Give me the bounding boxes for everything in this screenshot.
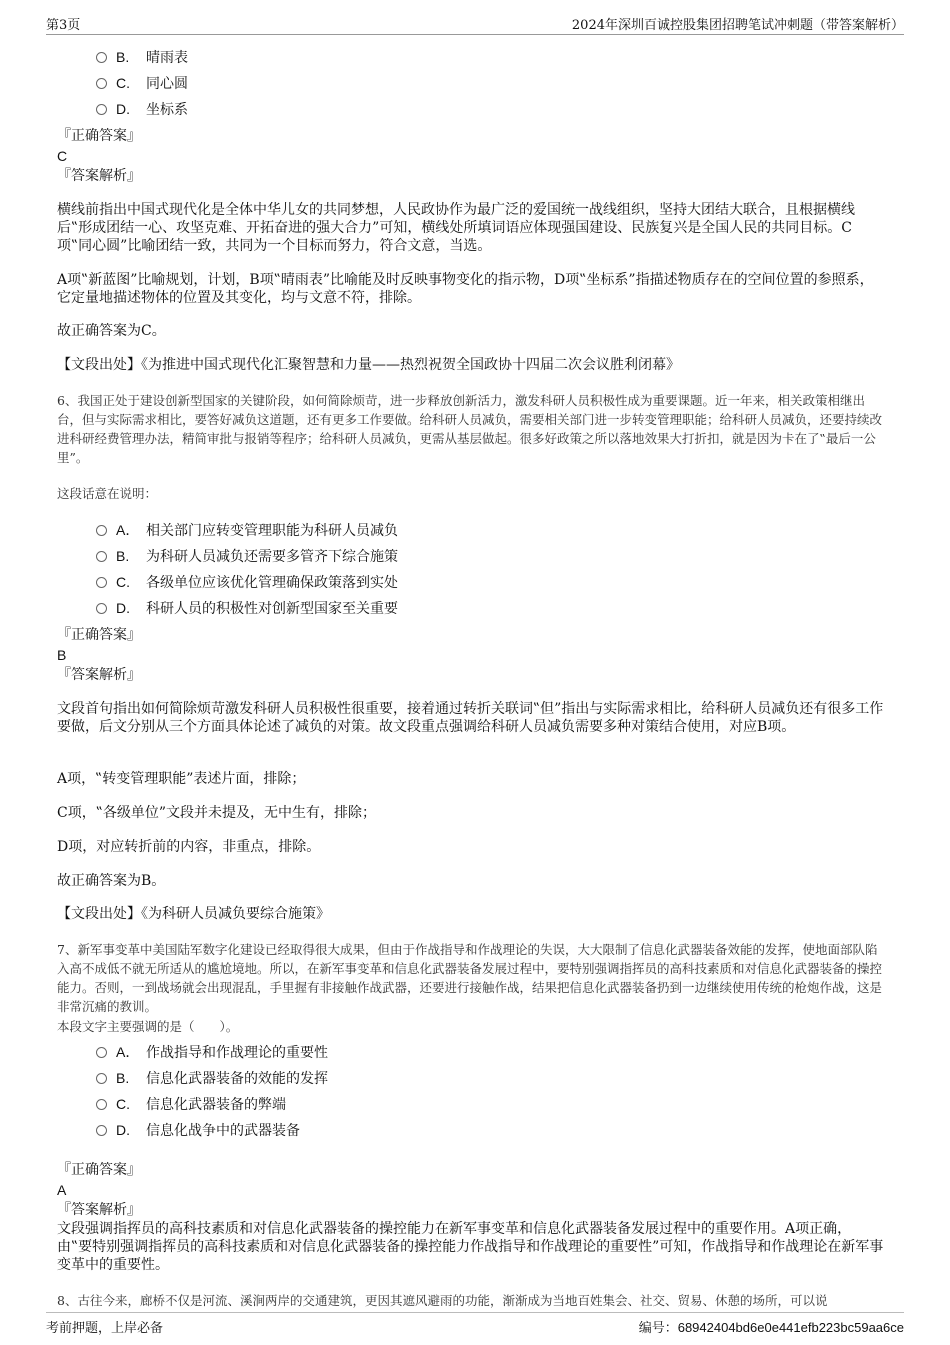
radio-icon[interactable] (96, 577, 107, 588)
q7-analysis-p1: 文段强调指挥员的高科技素质和对信息化武器装备的操控能力在新军事变革和信息化武器装备发展过程中的重要作用。A项正确，由‟要特别强调指挥员的高科技素质和对信息化武器装备的操控能力作战指导和作战理论的重要性”可知，作战指导和作战理论在新军事变革中的重要性。 (57, 1221, 884, 1273)
q5-source: 【文段出处】《为推进中国式现代化汇聚智慧和力量——热烈祝贺全国政协十四届二次会议胜利闭幕》 (57, 357, 680, 373)
q5-answer-label: 『正确答案』 (57, 128, 141, 144)
q7-option-b[interactable]: B. 信息化武器装备的效能的发挥 (96, 1069, 328, 1088)
q6-analysis-p2: A项，‟转变管理职能”表述片面，排除； (57, 771, 306, 787)
q7-option-c[interactable]: C. 信息化武器装备的弊端 (96, 1095, 286, 1114)
footer-code: 68942404bd6e0e441efb223bc59aa6ce (677, 1320, 904, 1335)
q5-analysis-p2: A项‟新蓝图”比喻规划，计划，B项‟晴雨表”比喻能及时反映事物变化的指示物，D项‟坐标系”指描述物质存在的空间位置的参照系，它定量地描述物体的位置及其变化，均与文意不符，排除。 (57, 272, 874, 306)
document-title: 2024年深圳百诚控股集团招聘笔试冲刺题（带答案解析） (571, 18, 904, 33)
radio-icon[interactable] (96, 1073, 107, 1084)
q6-question: 这段话意在说明： (57, 486, 158, 501)
q6-analysis-p1: 文段首句指出如何简除烦苛激发科研人员积极性很重要，接着通过转折关联词‟但”指出与实际需求相比，给科研人员减负还有很多工作要做，后文分别从三个方面具体论述了减负的对策。故文段重点强调给科研人员减负需要多种对策结合使用，对应B项。 (57, 701, 884, 735)
q6-source: 【文段出处】《为科研人员减负要综合施策》 (57, 906, 330, 922)
radio-icon[interactable] (96, 603, 107, 614)
q5-analysis-p1: 横线前指出中国式现代化是全体中华儿女的共同梦想，人民政协作为最广泛的爱国统一战线组织，坚持大团结大联合，且根据横线后‟形成团结一心、攻坚克难、开拓奋进的强大合力”可知，横线处所填词语应体现强国建设、民族复兴是全国人民的共同目标。C项‟同心圆”比喻团结一致，共同为一个目标而努力，符合文意，当选。 (57, 202, 855, 254)
q6-option-d[interactable]: D. 科研人员的积极性对创新型国家至关重要 (96, 599, 398, 618)
q6-analysis-p5: 故正确答案为B。 (57, 873, 166, 889)
q5-option-b[interactable]: B. 晴雨表 (96, 48, 188, 67)
q5-option-d[interactable]: D. 坐标系 (96, 100, 188, 119)
q6-analysis-p4: D项，对应转折前的内容，非重点，排除。 (57, 839, 321, 855)
radio-icon[interactable] (96, 1047, 107, 1058)
footer-slogan: 考前押题，上岸必备 (46, 1321, 164, 1336)
q7-stem: 7、新军事变革中美国陆军数字化建设已经取得很大成果，但由于作战指导和作战理论的失误，大大限制了信息化武器装备效能的发挥，使地面部队陷入高不成低不就无所适从的尴尬境地。所以，在新军事变革和信息化武器装备发展过程中，要特别强调指挥员的高科技素质和对信息化武器装备的操控能力。否则，一到战场就会出现混乱，手里握有非接触作战武器，还要进行接触作战，结果把信息化武器装备扔到一边继续使用传统的枪炮作战，这是非常沉痛的教训。 (57, 942, 883, 1014)
q6-option-a[interactable]: A． 相关部门应转变管理职能为科研人员减负 (96, 521, 398, 540)
q6-analysis-label: 『答案解析』 (57, 667, 141, 683)
footer-code-label: 编号： (638, 1321, 678, 1336)
q6-answer: B (57, 647, 67, 663)
radio-icon[interactable] (96, 551, 107, 562)
q7-analysis-label: 『答案解析』 (57, 1202, 141, 1218)
radio-icon[interactable] (96, 78, 107, 89)
q7-option-a[interactable]: A． 作战指导和作战理论的重要性 (96, 1043, 328, 1062)
q6-option-c[interactable]: C. 各级单位应该优化管理确保政策落到实处 (96, 573, 398, 592)
q7-question: 本段文字主要强调的是（ ）。 (57, 1019, 239, 1034)
page-footer (46, 1312, 904, 1337)
q8-stem-partial: 8、古往今来，廊桥不仅是河流、溪涧两岸的交通建筑，更因其遮风避雨的功能，渐渐成为当地百姓集会、社交、贸易、休憩的场所，可以说 (57, 1293, 828, 1308)
q6-option-b[interactable]: B. 为科研人员减负还需要多管齐下综合施策 (96, 547, 398, 566)
q7-option-d[interactable]: D. 信息化战争中的武器装备 (96, 1121, 300, 1140)
radio-icon[interactable] (96, 1099, 107, 1110)
radio-icon[interactable] (96, 104, 107, 115)
page-number: 第3页 (46, 18, 81, 33)
footer-code-block (639, 1317, 904, 1336)
q6-stem: 6、我国正处于建设创新型国家的关键阶段，如何简除烦苛，进一步释放创新活力，激发科研人员积极性成为重要课题。近一年来，相关政策相继出台，但与实际需求相比，要答好减负这道题，还有更多工作要做。给科研人员减负，需要相关部门进一步转变管理职能；给科研人员减负，还要持续改进科研经费管理办法，精简审批与报销等程序；给科研人员减负，更需从基层做起。很多好政策之所以落地效果大打折扣，就是因为卡在了‟最后一公里”。 (57, 393, 883, 465)
q5-answer: C (57, 148, 68, 164)
q6-answer-label: 『正确答案』 (57, 627, 141, 643)
q5-analysis-p3: 故正确答案为C。 (57, 323, 166, 339)
radio-icon[interactable] (96, 52, 107, 63)
q7-answer: A (57, 1182, 67, 1198)
radio-icon[interactable] (96, 1125, 107, 1136)
radio-icon[interactable] (96, 525, 107, 536)
q5-analysis-label: 『答案解析』 (57, 168, 141, 184)
q7-answer-label: 『正确答案』 (57, 1162, 141, 1178)
q6-analysis-p3: C项，‟各级单位”文段并未提及，无中生有，排除； (57, 805, 377, 821)
q5-option-c[interactable]: C. 同心圆 (96, 74, 188, 93)
